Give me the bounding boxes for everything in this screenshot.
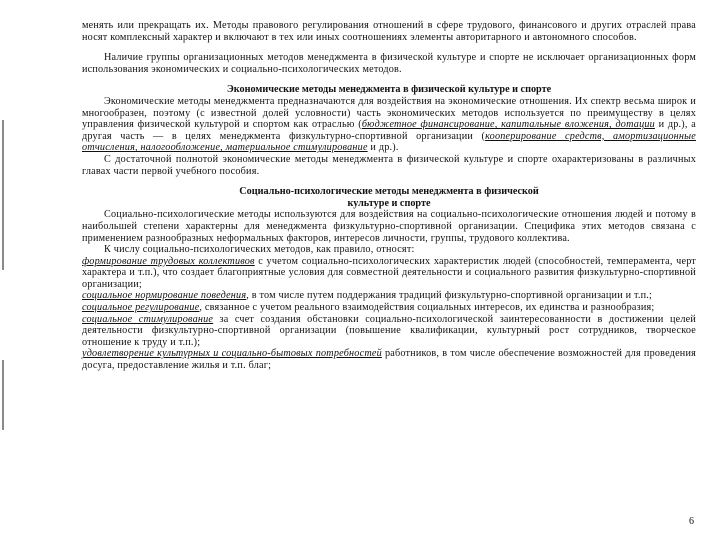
list-item: социальное регулирование, связанное с учетом реального взаимодействия социальных интересов, их единства и разнообразия; — [82, 302, 655, 314]
scan-edge-mark — [2, 120, 4, 270]
section-heading-economic: Экономические методы менеджмента в физической культуре и спорте — [226, 84, 552, 96]
list-item-term: формирование трудовых коллективов — [82, 255, 255, 267]
page-number: 6 — [689, 516, 694, 527]
economic-term: бюджетное финансирование, капитальные вложения, дотации — [361, 119, 655, 131]
list-item-term: социальное нормирование поведения — [82, 290, 247, 302]
list-item-term: удовлетворение культурных и социально-бытовых потребностей — [82, 348, 382, 360]
social-paragraph: Социально-психологические методы используются для воздействия на социально-психологические отношения людей и потому в наибольшей степени характерны для менеджмента физкультурно-спортивной организации. Специфика этих методов связана с применением разнообразных неформальных факторов, интересов личности, группы, трудового коллектива. — [82, 209, 696, 244]
section-heading-social-line2: культуре и спорте — [347, 197, 431, 209]
economic-term: кооперирование средств, амортизационные отчисления, налогообложение, материальное стимулирование — [82, 130, 696, 154]
document-body — [82, 20, 696, 372]
list-item: социальное стимулирование за счет создания обстановки социально-психологической заинтересованности в достижении целей деятельности физкультурно-спортивной организации (повышение квалификации, культурный рост сотрудников, творческое отношение к труду и т.п.); — [82, 313, 696, 348]
list-item-term: социальное стимулирование — [82, 313, 214, 325]
intro-paragraph-2: Наличие группы организационных методов менеджмента в физической культуре и спорте не исключает организационных форм использования экономических и социально-психологических методов. — [82, 52, 696, 75]
list-item: удовлетворение культурных и социально-бытовых потребностей работников, в том числе обеспечение возможностей для проведения досуга, предоставление жилья и т.п. благ; — [82, 348, 696, 372]
scan-edge-mark — [2, 360, 4, 430]
section-heading-social: Социально-психологические методы менеджмента в физической — [239, 186, 539, 198]
list-item-term: социальное регулирование — [82, 302, 200, 314]
economic-paragraph-2: С достаточной полнотой экономические методы менеджмента в физической культуре и спорте охарактеризованы в различных главах части первой учебного пособия. — [82, 153, 696, 177]
intro-paragraph: менять или прекращать их. Методы правового регулирования отношений в сфере трудового, финансового и других отраслей права носят комплексный характер и включают в тех или иных соотношениях элементы авторитарного и автономного способов. — [82, 20, 696, 43]
social-list-intro: К числу социально-психологических методов, как правило, относят: — [104, 244, 415, 256]
list-item: формирование трудовых коллективов с учетом социально-психологических характеристик людей (способностей, темперамента, черт характера и т.п.), что создает благоприятные условия для совместной деятельности и социального развития физкультурно-спортивной организации; — [82, 255, 696, 290]
list-item: социальное нормирование поведения, в том числе путем поддержания традиций физкультурно-спортивной организации и т.п.; — [82, 290, 653, 302]
economic-paragraph: Экономические методы менеджмента предназначаются для воздействия на экономические отношения. Их спектр весьма широк и многообразен, поэтому (с известной долей условности) часть экономических методов используется по преимуществу в целях управления физической культурой и спортом как отраслью (бюджетное финансирование, капитальные вложения, дотации и др.), а другая часть — в целях менеджмента физкультурно-спортивной организации (кооперирование средств, амортизационные отчисления, налогообложение, материальное стимулирование и др.). — [82, 95, 696, 154]
